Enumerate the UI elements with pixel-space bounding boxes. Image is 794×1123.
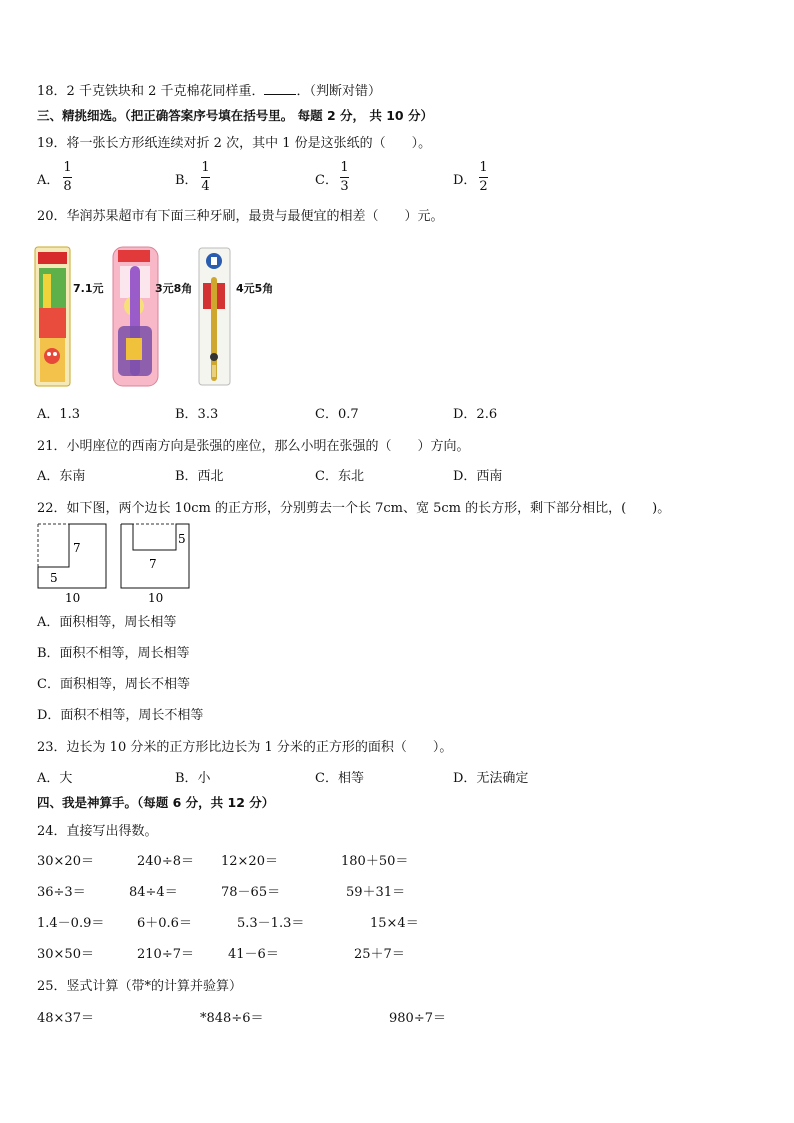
q23-option-a[interactable]: A．大	[37, 771, 73, 786]
q20-option-c[interactable]: C．0.7	[315, 407, 359, 422]
calc-item: 1.4－0.9＝	[37, 916, 105, 931]
q20-option-b[interactable]: B．3.3	[175, 407, 219, 422]
q22-option-a[interactable]: A．面积相等，周长相等	[37, 615, 177, 630]
q22-option-d[interactable]: D．面积不相等，周长不相等	[37, 708, 204, 723]
fraction-denominator: 8	[63, 179, 72, 194]
q19-option-a-fraction	[63, 161, 72, 193]
label-10: 10	[148, 591, 164, 604]
q19-option-b-letter[interactable]: B．	[175, 173, 198, 188]
q25-text: 25．竖式计算（带*的计算并验算）	[37, 979, 243, 994]
calc-item: 36÷3＝	[37, 885, 86, 900]
toothbrush-1-image	[34, 246, 72, 388]
remaining-shape	[38, 524, 106, 588]
q19-option-d-letter[interactable]: D．	[453, 173, 477, 188]
q20-text: 20．华润苏果超市有下面三种牙刷，最贵与最便宜的相差（ ）元。	[37, 209, 444, 224]
q21-option-d[interactable]: D．西南	[453, 469, 503, 484]
calc-item: 180＋50＝	[341, 854, 409, 869]
calc-item: 15×4＝	[370, 916, 419, 931]
q18-text: 18．2 千克铁块和 2 千克棉花同样重．	[37, 84, 265, 99]
calc-item: 12×20＝	[221, 854, 278, 869]
q22-option-b[interactable]: B．面积不相等，周长相等	[37, 646, 190, 661]
q18-suffix: ．（判断对错）	[296, 84, 381, 99]
q19-option-b-fraction	[201, 161, 210, 193]
q21-option-c[interactable]: C．东北	[315, 469, 364, 484]
q19-text: 19．将一张长方形纸连续对折 2 次，其中 1 份是这张纸的（ ）。	[37, 136, 432, 151]
calc-item: 210÷7＝	[137, 947, 194, 962]
calc-item: 240÷8＝	[137, 854, 194, 869]
calc-item: 84÷4＝	[129, 885, 178, 900]
q22-figure-2	[119, 522, 191, 604]
label-7: 7	[149, 557, 157, 571]
vertical-calc-item: *848÷6＝	[200, 1011, 264, 1026]
q22-option-c[interactable]: C．面积相等，周长不相等	[37, 677, 190, 692]
q19-option-d-fraction	[479, 161, 488, 193]
q18-answer-blank[interactable]	[264, 84, 296, 95]
q22-figure-1	[36, 522, 108, 604]
q19-option-a-letter[interactable]: A．	[37, 173, 60, 188]
toothbrush-2-price: 3元8角	[155, 282, 193, 295]
q19-option-c-letter[interactable]: C．	[315, 173, 338, 188]
q19-option-c-fraction	[340, 161, 349, 193]
q21-option-b[interactable]: B．西北	[175, 469, 224, 484]
label-5: 5	[178, 532, 186, 546]
fraction-denominator: 4	[201, 179, 210, 194]
q23-option-c[interactable]: C．相等	[315, 771, 364, 786]
calc-item: 41－6＝	[228, 947, 279, 962]
q23-option-b[interactable]: B．小	[175, 771, 211, 786]
toothbrush-3-price: 4元5角	[236, 282, 274, 295]
q18-line	[37, 84, 381, 98]
fraction-numerator: 1	[340, 160, 349, 175]
calc-item: 5.3－1.3＝	[237, 916, 305, 931]
q20-option-d[interactable]: D．2.6	[453, 407, 498, 422]
calc-item: 78－65＝	[221, 885, 281, 900]
q20-option-a[interactable]: A．1.3	[37, 407, 81, 422]
toothbrush-2-image	[112, 246, 160, 388]
q21-text: 21．小明座位的西南方向是张强的座位，那么小明在张强的（ ）方向。	[37, 439, 470, 454]
fraction-numerator: 1	[201, 160, 210, 175]
fraction-numerator: 1	[63, 160, 72, 175]
q23-option-d[interactable]: D．无法确定	[453, 771, 529, 786]
toothbrush-3-image	[198, 247, 232, 387]
calc-item: 30×50＝	[37, 947, 94, 962]
section-4-title: 四、我是神算手。（每题 6 分，共 12 分）	[37, 795, 275, 810]
toothbrush-1-price: 7.1元	[73, 282, 104, 295]
cut-edge-inner	[38, 524, 69, 567]
calc-item: 6＋0.6＝	[137, 916, 192, 931]
fraction-numerator: 1	[479, 160, 488, 175]
q22-text: 22．如下图，两个边长 10cm 的正方形，分别剪去一个长 7cm、宽 5cm 的长方形，剩下部分相比，( )。	[37, 501, 671, 516]
vertical-calc-item: 980÷7＝	[389, 1011, 446, 1026]
label-10: 10	[65, 591, 81, 604]
q23-text: 23．边长为 10 分米的正方形比边长为 1 分米的正方形的面积（ ）。	[37, 740, 453, 755]
fraction-denominator: 3	[340, 179, 349, 194]
q24-text: 24．直接写出得数。	[37, 824, 158, 839]
calc-item: 30×20＝	[37, 854, 94, 869]
fraction-denominator: 2	[479, 179, 488, 194]
label-5: 5	[50, 571, 58, 585]
calc-item: 25＋7＝	[354, 947, 405, 962]
section-3-title: 三、精挑细选。（把正确答案序号填在括号里。 每题 2 分， 共 10 分）	[37, 108, 433, 123]
calc-item: 59＋31＝	[346, 885, 406, 900]
label-7: 7	[73, 541, 81, 555]
q21-option-a[interactable]: A．东南	[37, 469, 86, 484]
vertical-calc-item: 48×37＝	[37, 1011, 94, 1026]
